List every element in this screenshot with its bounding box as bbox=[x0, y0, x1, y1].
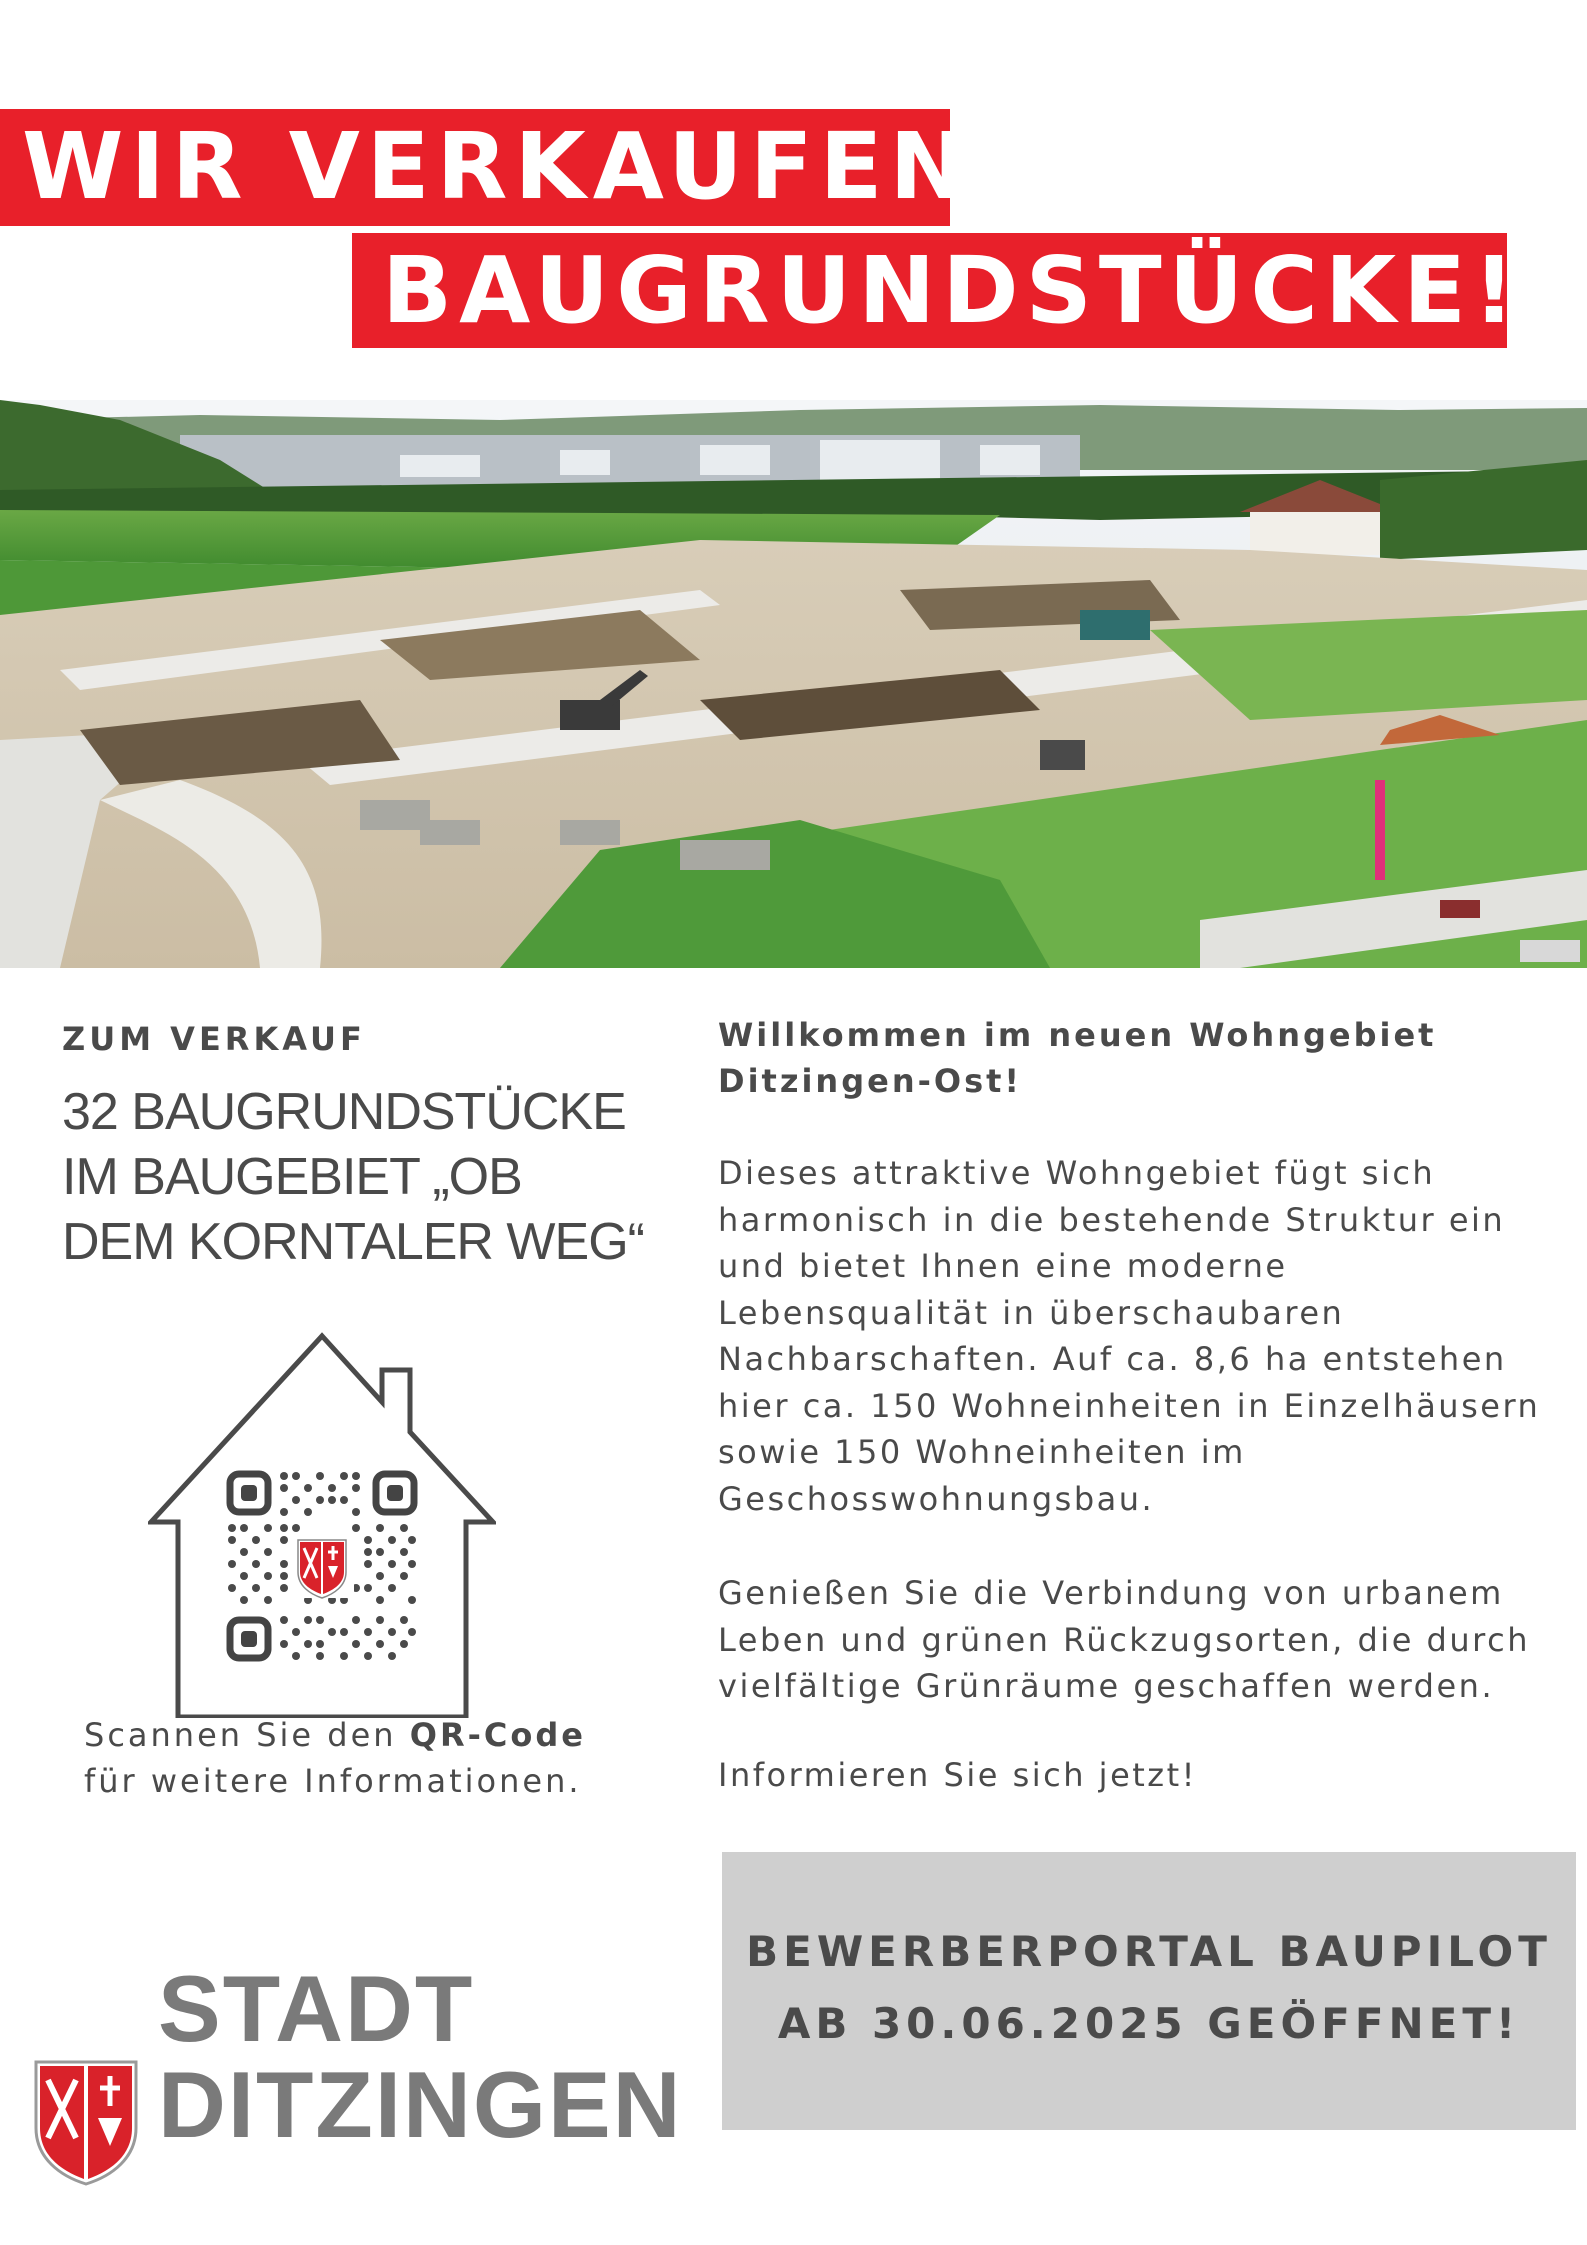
paragraph-line: Lebensqualität in überschaubaren bbox=[718, 1293, 1345, 1332]
headline-line-1: WIR VERKAUFEN bbox=[0, 109, 950, 226]
paragraph-line: Leben und grünen Rückzugsorten, die durch bbox=[718, 1620, 1530, 1659]
scan-text-line2: für weitere Informationen. bbox=[84, 1762, 582, 1800]
intro-line: Ditzingen-Ost! bbox=[718, 1062, 1023, 1100]
paragraph-line: vielfältige Grünräume geschaffen werden. bbox=[718, 1667, 1495, 1705]
offer-title-line: IM BAUGEBIET „OB bbox=[62, 1148, 522, 1206]
portal-announcement-box bbox=[722, 1852, 1576, 2130]
intro-line: Willkommen im neuen Wohngebiet bbox=[718, 1016, 1437, 1054]
qr-code[interactable] bbox=[224, 1468, 420, 1664]
intro-heading bbox=[718, 1012, 1558, 1104]
offer-title-line: DEM KORNTALER WEG“ bbox=[62, 1213, 644, 1271]
headline-line-2: BAUGRUNDSTÜCKE! bbox=[352, 233, 1507, 348]
paragraph-line: Informieren Sie sich jetzt! bbox=[718, 1756, 1197, 1794]
logo-text-stadt: STADT bbox=[158, 1956, 475, 2061]
scan-text-bold: QR-Code bbox=[409, 1716, 586, 1754]
paragraph-line: harmonisch in die bestehende Struktur ein bbox=[718, 1200, 1506, 1239]
description-paragraph-1 bbox=[718, 1150, 1578, 1522]
paragraph-line: sowie 150 Wohneinheiten im bbox=[718, 1433, 1246, 1471]
description-paragraph-2 bbox=[718, 1570, 1578, 1710]
logo-text-ditzingen: DITZINGEN bbox=[158, 2052, 683, 2157]
paragraph-line: Dieses attraktive Wohngebiet fügt sich bbox=[718, 1154, 1436, 1192]
offer-kicker: ZUM VERKAUF bbox=[62, 1020, 366, 1058]
paragraph-line: hier ca. 150 Wohneinheiten in Einzelhäusern bbox=[718, 1386, 1541, 1425]
paragraph-line: Geschosswohnungsbau. bbox=[718, 1479, 1155, 1518]
scan-text: Scannen Sie den bbox=[84, 1716, 410, 1754]
paragraph-line: und bietet Ihnen eine moderne bbox=[718, 1247, 1288, 1285]
city-crest-icon bbox=[32, 2058, 140, 2186]
portal-line-1: BEWERBERPORTAL BAUPILOT bbox=[746, 1927, 1552, 1976]
offer-title-line: 32 BAUGRUNDSTÜCKE bbox=[62, 1083, 626, 1141]
paragraph-line: Nachbarschaften. Auf ca. 8,6 ha entstehen bbox=[718, 1340, 1507, 1378]
call-to-action-text bbox=[718, 1752, 1578, 1799]
aerial-construction-photo bbox=[0, 400, 1587, 968]
qr-scan-instruction bbox=[84, 1712, 586, 1804]
offer-title bbox=[62, 1080, 662, 1275]
paragraph-line: Genießen Sie die Verbindung von urbanem bbox=[718, 1574, 1504, 1612]
portal-line-2: AB 30.06.2025 GEÖFFNET! bbox=[777, 1999, 1521, 2048]
